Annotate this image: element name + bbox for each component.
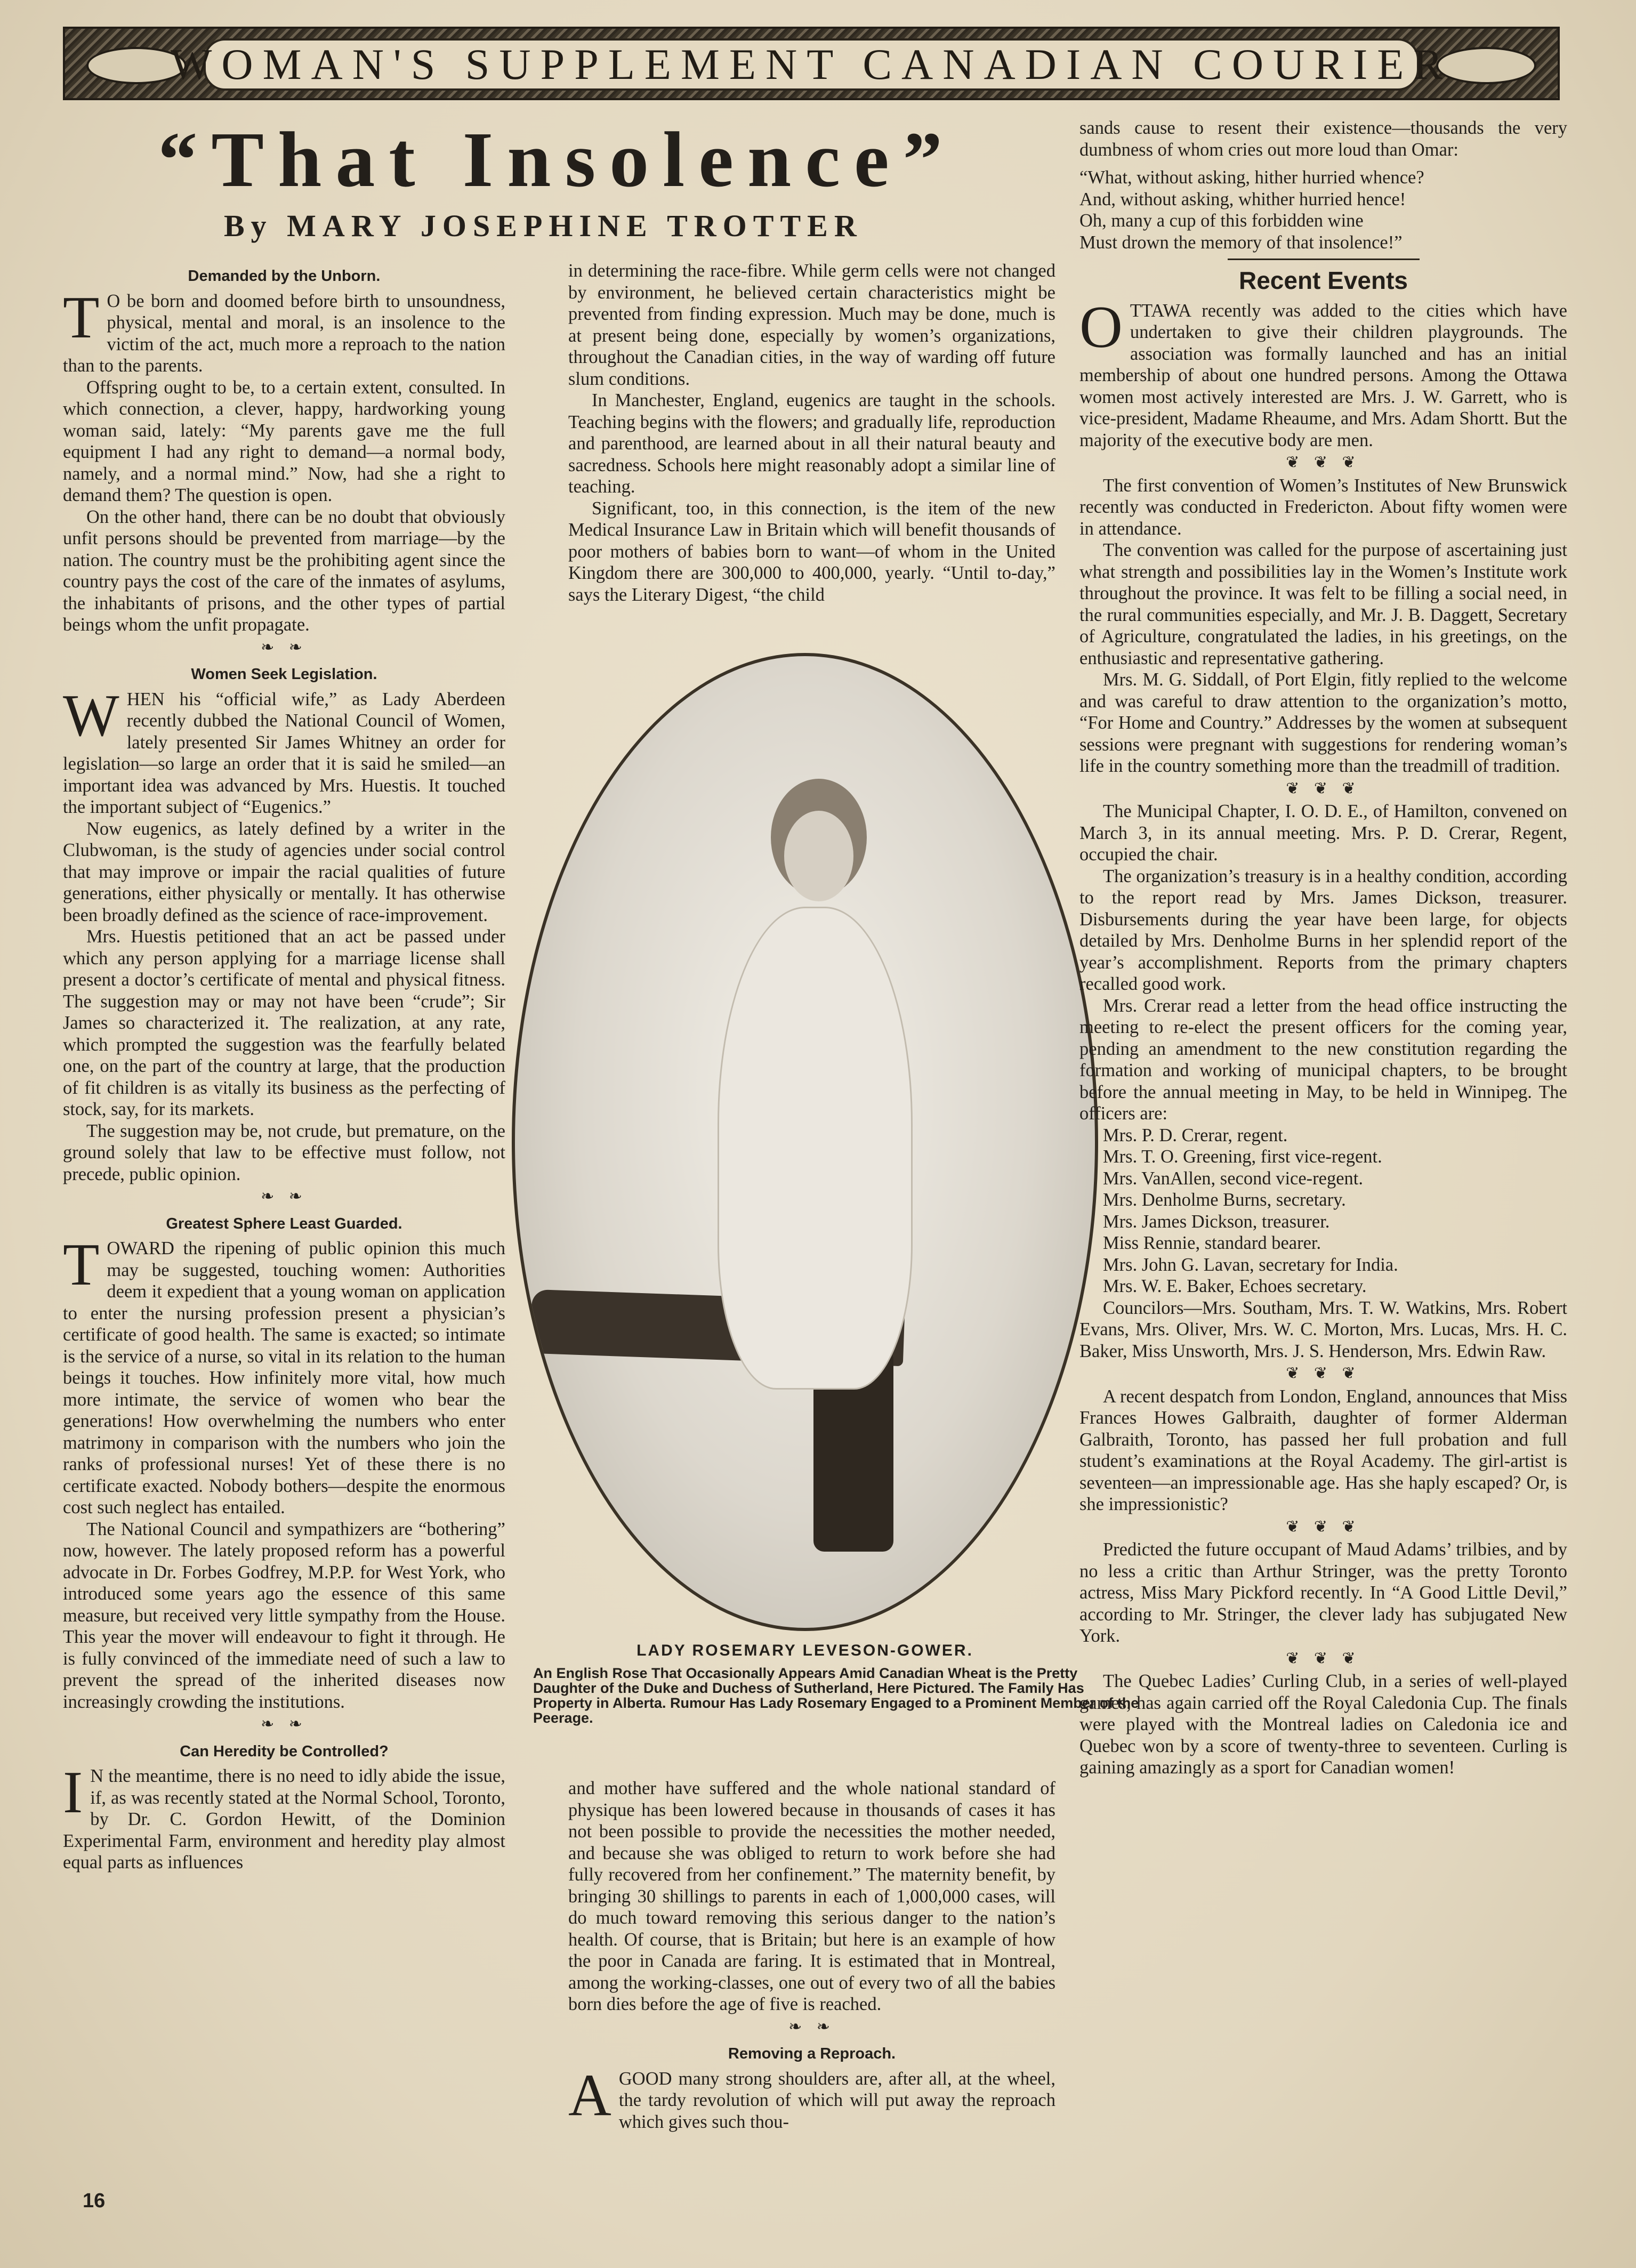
article-column-2-top	[568, 260, 1055, 606]
supplement-banner	[63, 27, 1560, 100]
figure-face-shape	[784, 811, 853, 901]
paragraph: The suggestion may be, not crude, but premature, on the ground solely that law to be effective must follow, not precede, public opinion.	[63, 1120, 505, 1184]
subheading: Removing a Reproach.	[728, 2045, 896, 2062]
paragraph: Mrs. Huestis petitioned that an act be passed under which any person applying for a marriage license shall present a doctor’s certificate of mental and physical fitness. The suggestion may or may not have been “crude”; Sir James so characterized it. The realization, at any rate, which prompted the suggestion was the fearfully belated one, on the part of the country at large, that the production of fit children is as vitally its business as the perfecting of stock, say, for its markets.	[63, 926, 505, 1119]
paragraph: Offspring ought to be, to a certain extent, consulted. In which connection, a clever, happy, hardworking young woman said, lately: “My parents gave me the full equipment I had any right to demand—a normal body, namely, and a normal mind.” Now, had she a right to demand them? The question is open.	[63, 377, 505, 505]
portrait-photo	[512, 653, 1098, 1631]
list-item: Mrs. T. O. Greening, first vice-regent.	[1103, 1147, 1382, 1167]
drop-cap: I	[63, 1759, 83, 1826]
section-ornament-icon: ❧ ❧	[261, 1188, 308, 1205]
divider	[1228, 259, 1420, 260]
officers-list	[1079, 1125, 1567, 1297]
section-ornament-icon: ❦ ❦ ❦	[1286, 1365, 1361, 1382]
drop-cap: W	[63, 682, 119, 749]
section-ornament-icon: ❧ ❧	[261, 638, 308, 656]
list-item: Mrs. Denholme Burns, secretary.	[1103, 1190, 1346, 1210]
section-ornament-icon: ❧ ❧	[788, 2017, 835, 2036]
oval-photo-frame	[512, 653, 1098, 1631]
paragraph: Predicted the future occupant of Maud Adams’ trilbies, and by no less a critic than Arthur Stringer, was the pretty Toronto actress, Miss Mary Pickford recently. In “A Good Little Devil,” according to Mr. Stringer, the clever lady has subjugated New York.	[1079, 1539, 1567, 1646]
paragraph: Now eugenics, as lately defined by a writer in the Clubwoman, is the study of agencies under social control that may improve or impair the racial qualities of future generations, either physically or mentally. It has otherwise been broadly defined as the science of race-improvement.	[63, 818, 505, 925]
poem-line: Oh, many a cup of this forbidden wine	[1079, 211, 1364, 231]
paragraph: The Municipal Chapter, I. O. D. E., of Hamilton, convened on March 3, in its annual meeting. Mrs. P. D. Crerar, Regent, occupied the chair.	[1079, 801, 1567, 865]
figure-dress-shape	[718, 907, 913, 1390]
drop-cap: O	[1079, 294, 1123, 360]
section-ornament-icon: ❦ ❦ ❦	[1286, 1518, 1361, 1536]
paragraph: The first convention of Women’s Institutes of New Brunswick recently was conducted in Fredericton. About fifty women were in attendance.	[1079, 475, 1567, 539]
paragraph: O be born and doomed before birth to unsoundness, physical, mental and moral, is an insolence to the victim of the act, much more a reproach to the nation than to the parents.	[63, 290, 505, 376]
article-column-1	[63, 260, 505, 1874]
list-item: Mrs. James Dickson, treasurer.	[1103, 1211, 1330, 1232]
drop-cap: T	[63, 1232, 100, 1298]
article-column-2-bottom	[568, 1778, 1055, 2133]
paragraph: A recent despatch from London, England, announces that Miss Frances Howes Galbraith, daughter of former Alderman Galbraith, Toronto, has passed her full probation and full student’s examinations at the Royal Academy. The girl-artist is seventeen—an impressionable age. Has she haply escaped? Or, is she impressionistic?	[1079, 1386, 1567, 1514]
paragraph: Mrs. M. G. Siddall, of Port Elgin, fitly replied to the welcome and was careful to draw attention to the organization’s motto, “For Home and Country.” Addresses by the women at subsequent sessions were pregnant with suggestions for rendering woman’s life in the country something more than the treadmill of tradition.	[1079, 669, 1567, 776]
paragraph: Mrs. Crerar read a letter from the head office instructing the meeting to re-elect the present officers for the coming year, pending an amendment to the new constitution regarding the formation and working of municipal chapters, to be brought before the annual meeting in May, to be held in Winnipeg. The officers are:	[1079, 995, 1567, 1124]
poem-line: “What, without asking, hither hurried whence?	[1079, 167, 1424, 188]
omar-poem	[1079, 167, 1567, 253]
paragraph: TTAWA recently was added to the cities which have undertaken to give their children playgrounds. The association was formally launched and has an initial membership of about one hundred persons. Among the Ottawa women most actively interested are Mrs. J. W. Garrett, who is vice-president, Madame Rheaume, and Mrs. Adam Shortt. But the majority of the executive body are men.	[1079, 300, 1567, 450]
section-ornament-icon: ❦ ❦ ❦	[1286, 779, 1361, 797]
paragraph: The organization’s treasury is in a healthy condition, according to the report read by Mrs. James Dickson, treasurer. Disbursements during the year have been large, for objects detailed by Mrs. Denholme Burns in her splendid report of the year’s accomplishment. Reports from the primary chapters recalled good work.	[1079, 866, 1567, 994]
article-byline: By MARY JOSEPHINE TROTTER	[224, 208, 863, 243]
section-heading: Recent Events	[1238, 267, 1408, 294]
drop-cap: A	[568, 2062, 611, 2128]
paragraph: GOOD many strong shoulders are, after all, at the wheel, the tardy revolution of which will put away the reproach which gives such thou-	[618, 2068, 1055, 2132]
subheading: Demanded by the Unborn.	[188, 268, 381, 285]
paragraph: The convention was called for the purpose of ascertaining just what strength and possibilities lay in the Women’s Institute work throughout the province. It was felt to be filling a social need, in the rural communities especially, and Mr. J. B. Daggett, Secretary of Agriculture, congratulated the ladies, in his greetings, on the enthusiastic and representative gathering.	[1079, 540, 1567, 668]
paragraph: Councilors—Mrs. Southam, Mrs. T. W. Watkins, Mrs. Robert Evans, Mrs. Oliver, Mrs. W. C. Morton, Mrs. Lucas, Mrs. H. C. Baker, Miss Unsworth, Mrs. J. S. Henderson, Mrs. Edwin Raw.	[1079, 1297, 1567, 1361]
poem-line: Must drown the memory of that insolence!”	[1079, 232, 1403, 253]
paragraph: OWARD the ripening of public opinion this much may be suggested, touching women: Authorities deem it expedient that a young woman on application to enter the nursing profession present a physician’s certificate of good health. The same is exacted; so intimate is the service of a nurse, so vital in its relation to the human beings it touches. How infinitely more vital, how much more intimate, the service of women who bear the generations! How overwhelming the numbers who enter matrimony in comparison with the numbers who join the ranks of professional nurses! Yet of these there is no certificate exacted. Nobody bothers—despite the enormous cost such neglect has entailed.	[63, 1238, 505, 1518]
paragraph: HEN his “official wife,” as Lady Aberdeen recently dubbed the National Council of Women, lately presented Sir James Whitney an order for legislation—so large an order that it is said he smiled—an important idea was advanced by Mrs. Huestis. It touched the important subject of “Eugenics.”	[63, 689, 505, 817]
banner-title: WOMAN'S SUPPLEMENT CANADIAN COURIER	[170, 40, 1453, 88]
subheading: Greatest Sphere Least Guarded.	[166, 1215, 402, 1232]
paragraph: Significant, too, in this connection, is the item of the new Medical Insurance Law in Britain which will benefit thousands of poor mothers of babies born to want—of whom in the United Kingdom there are 300,000 to 400,000, yearly. “Until to-day,” says the Literary Digest, “the child	[568, 498, 1055, 605]
paragraph: On the other hand, there can be no doubt that obviously unfit persons should be prevented from marriage—by the nation. The country must be the prohibiting agent since the country pays the cost of the care of the inmates of asylums, the inhabitants of prisons, and the other types of partial beings whom the unfit propagate.	[63, 506, 505, 635]
list-item: Mrs. VanAllen, second vice-regent.	[1103, 1168, 1363, 1189]
paragraph: The National Council and sympathizers are “bothering” now, however. The lately proposed reform has a powerful advocate in Dr. Forbes Godfrey, M.P.P. for West York, who introduced some years ago the essence of this same measure, but received very little sympathy from the House. This year the mover will endeavour to fight it through. He is fully convinced of the immediate need of such a law to prevent the spread of the inherited diseases now increasingly crowding the institutions.	[63, 1519, 505, 1712]
drop-cap: T	[63, 284, 100, 351]
page-number: 16	[83, 2190, 106, 2212]
list-item: Mrs. John G. Lavan, secretary for India.	[1103, 1254, 1398, 1275]
list-item: Mrs. W. E. Baker, Echoes secretary.	[1103, 1276, 1367, 1296]
list-item: Miss Rennie, standard bearer.	[1103, 1233, 1321, 1253]
subheading: Can Heredity be Controlled?	[180, 1742, 389, 1760]
section-ornament-icon: ❦ ❦ ❦	[1286, 454, 1361, 471]
subheading: Women Seek Legislation.	[191, 666, 377, 683]
banner-title-panel	[170, 38, 1453, 91]
paragraph: N the meantime, there is no need to idly abide the issue, if, as was recently stated at the Normal School, Toronto, by Dr. C. Gordon Hewitt, of the Dominion Experimental Farm, environment and heredity play almost equal parts as influences	[63, 1766, 505, 1872]
paragraph: sands cause to resent their existence—thousands the very dumbness of whom cries out more loud than Omar:	[1079, 118, 1567, 160]
paragraph: and mother have suffered and the whole national standard of physique has been lowered because in thousands of cases it has not been possible to provide the necessities the mother needed, and because she was obliged to return to work before she had fully recovered from her confinement.” The maternity benefit, by bringing 30 shillings to parents in each of 1,000,000 cases, will do much toward removing this serious danger to the nation’s health. Of course, that is Britain; but here is an example of how the poor in Canada are faring. It is estimated that in Montreal, among the working-classes, one out of every two of all the babies born dies before the age of five is reached.	[568, 1778, 1055, 2014]
photo-title: LADY ROSEMARY LEVESON-GOWER.	[636, 1642, 973, 1659]
section-ornament-icon: ❧ ❧	[261, 1715, 308, 1733]
section-ornament-icon: ❦ ❦ ❦	[1286, 1649, 1361, 1667]
poem-line: And, without asking, whither hurried hence!	[1079, 189, 1406, 209]
photo-caption: An English Rose That Occasionally Appears Amid Canadian Wheat is the Pretty Daughter of the Duke and Duchess of Sutherland, Here Pictured. The Family Has Property in Alberta. Rumour Has Lady Rosemary Engaged to a Prominent Member of the Peerage.	[533, 1665, 1139, 1726]
article-title: “That Insolence”	[158, 116, 956, 204]
article-column-3	[1079, 117, 1567, 1779]
paragraph: The Quebec Ladies’ Curling Club, in a series of well-played games, has again carried off the Royal Caledonia Cup. The finals were played with the Montreal ladies on Caledonia ice and Quebec won by a score of twenty-three to seventeen. Curling is gaining amazingly as a sport for Canadian women!	[1079, 1671, 1567, 1778]
paragraph: in determining the race-fibre. While germ cells were not changed by environment, he believed certain characteristics might be prevented from finding expression. Much may be done, much is at present being done, especially by women’s organizations, throughout the Canadian cities, in the way of warding off future slum conditions.	[568, 261, 1055, 389]
list-item: Mrs. P. D. Crerar, regent.	[1103, 1125, 1288, 1145]
paragraph: In Manchester, England, eugenics are taught in the schools. Teaching begins with the flowers; and gradually life, reproduction and parenthood, are learned about in all their natural beauty and sacredness. Schools here might reasonably adopt a similar line of teaching.	[568, 390, 1055, 497]
